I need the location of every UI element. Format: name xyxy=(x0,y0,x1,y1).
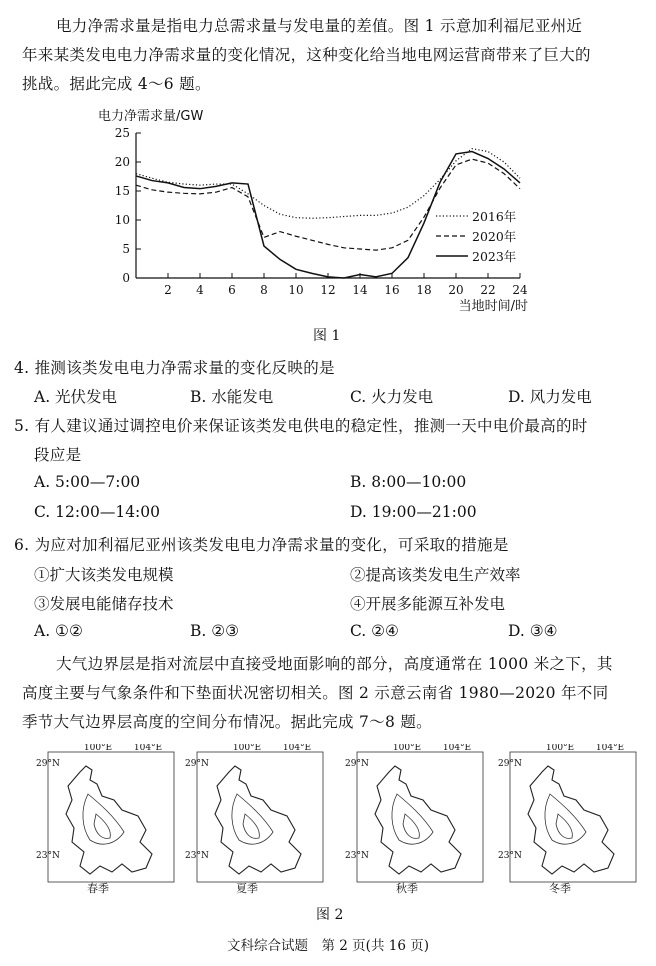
page-footer: 文科综合试题 第 2 页(共 16 页) xyxy=(227,938,429,954)
map-frame xyxy=(357,752,483,882)
y-axis-label: 电力净需求量/GW xyxy=(98,109,204,124)
contour-line xyxy=(94,814,110,838)
y-tick-label: 0 xyxy=(122,271,130,285)
contour-line xyxy=(232,794,273,844)
intro1-line-3: 挑战。据此完成 4～6 题。 xyxy=(22,75,211,93)
intro1-line-2: 年来某类发电电力净需求量的变化情况，这种变化给当地电网运营商带来了巨大的 xyxy=(22,46,591,64)
q6-option-b[interactable]: B. ②③ xyxy=(190,622,240,640)
x-tick-label: 16 xyxy=(384,283,400,297)
x-tick-label: 8 xyxy=(260,283,268,297)
map-3 xyxy=(345,744,487,894)
intro2-line-1: 大气边界层是指对流层中直接受地面影响的部分，高度通常在 1000 米之下，其 xyxy=(56,655,613,673)
yunnan-outline xyxy=(215,766,301,874)
y-tick-label: 25 xyxy=(114,126,130,140)
map-1 xyxy=(36,744,178,894)
q5-option-d[interactable]: D. 19:00—21:00 xyxy=(350,503,477,521)
map-lat-label-2: 23°N xyxy=(498,851,522,861)
map-lon-label-2: 104°E xyxy=(282,744,312,753)
q5-option-b[interactable]: B. 8:00—10:00 xyxy=(350,473,467,491)
map-lon-label-1: 100°E xyxy=(232,744,262,753)
map-season-label: 冬季 xyxy=(549,882,571,894)
q4-option-d[interactable]: D. 风力发电 xyxy=(508,388,592,406)
legend-label-2016年: 2016年 xyxy=(472,209,517,224)
map-lon-label-1: 100°E xyxy=(83,744,113,753)
contour-line xyxy=(83,794,124,844)
q6-measure-4: ④开展多能源互补发电 xyxy=(350,595,506,613)
contour-line xyxy=(403,814,419,838)
yunnan-outline xyxy=(528,766,614,874)
map-lat-label-1: 29°N xyxy=(36,759,60,769)
figure-1-caption: 图 1 xyxy=(313,328,341,344)
x-tick-label: 20 xyxy=(448,283,464,297)
q4-stem: 4. 推测该类发电电力净需求量的变化反映的是 xyxy=(14,359,335,377)
map-lon-label-2: 104°E xyxy=(133,744,163,753)
map-lon-label-2: 104°E xyxy=(595,744,625,753)
y-tick-label: 10 xyxy=(114,213,130,227)
q6-measure-2: ②提高该类发电生产效率 xyxy=(350,566,521,584)
map-frame xyxy=(197,752,323,882)
x-tick-label: 18 xyxy=(416,283,432,297)
map-lat-label-1: 29°N xyxy=(345,759,369,769)
q4-option-a[interactable]: A. 光伏发电 xyxy=(34,388,118,406)
map-lat-label-1: 29°N xyxy=(498,759,522,769)
q5-option-c[interactable]: C. 12:00—14:00 xyxy=(34,503,160,521)
intro2-line-2: 高度主要与气象条件和下垫面状况密切相关。图 2 示意云南省 1980—2020 年不同 xyxy=(22,684,609,702)
map-lat-label-2: 23°N xyxy=(36,851,60,861)
x-tick-label: 6 xyxy=(228,283,236,297)
x-tick-label: 14 xyxy=(352,283,368,297)
q6-option-d[interactable]: D. ③④ xyxy=(508,622,558,640)
y-tick-label: 20 xyxy=(114,155,130,169)
map-lat-label-1: 29°N xyxy=(185,759,209,769)
map-lat-label-2: 23°N xyxy=(185,851,209,861)
series-line-2023年 xyxy=(136,152,520,278)
map-lat-label-2: 23°N xyxy=(345,851,369,861)
x-tick-label: 12 xyxy=(320,283,336,297)
x-tick-label: 22 xyxy=(480,283,496,297)
map-lon-label-2: 104°E xyxy=(442,744,472,753)
map-2 xyxy=(185,744,327,894)
q6-stem: 6. 为应对加利福尼亚州该类发电电力净需求量的变化，可采取的措施是 xyxy=(14,536,509,554)
contour-line xyxy=(556,814,572,838)
map-frame xyxy=(48,752,174,882)
legend-label-2023年: 2023年 xyxy=(472,249,517,264)
contour-line xyxy=(392,794,433,844)
contour-line xyxy=(545,794,586,844)
intro1-line-1: 电力净需求量是指电力总需求量与发电量的差值。图 1 示意加利福尼亚州近 xyxy=(56,17,583,35)
x-tick-label: 4 xyxy=(196,283,204,297)
map-frame xyxy=(510,752,636,882)
map-lon-label-1: 100°E xyxy=(545,744,575,753)
y-tick-label: 15 xyxy=(114,184,130,198)
map-season-label: 春季 xyxy=(87,882,109,894)
y-tick-label: 5 xyxy=(122,242,130,256)
x-tick-label: 10 xyxy=(288,283,304,297)
q4-option-c[interactable]: C. 火力发电 xyxy=(350,388,434,406)
q6-option-c[interactable]: C. ②④ xyxy=(350,622,399,640)
map-4 xyxy=(498,744,640,894)
figure-2-caption: 图 2 xyxy=(316,907,344,923)
contour-line xyxy=(243,814,259,838)
map-lon-label-1: 100°E xyxy=(392,744,422,753)
yunnan-outline xyxy=(66,766,152,874)
q6-measure-1: ①扩大该类发电规模 xyxy=(34,566,174,584)
legend-label-2020年: 2020年 xyxy=(472,229,517,244)
map-season-label: 夏季 xyxy=(236,882,258,894)
map-season-label: 秋季 xyxy=(396,882,418,894)
x-tick-label: 24 xyxy=(512,283,528,297)
q6-option-a[interactable]: A. ①② xyxy=(34,622,83,640)
intro2-line-3: 季节大气边界层高度的空间分布情况。据此完成 7～8 题。 xyxy=(22,713,432,731)
q5-stem-line-1: 5. 有人建议通过调控电价来保证该类发电供电的稳定性，推测一天中电价最高的时 xyxy=(14,417,588,435)
q6-measure-3: ③发展电能储存技术 xyxy=(34,595,174,613)
x-axis-label: 当地时间/时 xyxy=(458,299,528,314)
q5-stem-line-2: 段应是 xyxy=(34,446,82,464)
yunnan-outline xyxy=(375,766,461,874)
q5-option-a[interactable]: A. 5:00—7:00 xyxy=(34,473,141,491)
q4-option-b[interactable]: B. 水能发电 xyxy=(190,388,274,406)
x-tick-label: 2 xyxy=(164,283,172,297)
net-demand-chart xyxy=(96,100,536,320)
series-line-2016年 xyxy=(136,149,520,219)
